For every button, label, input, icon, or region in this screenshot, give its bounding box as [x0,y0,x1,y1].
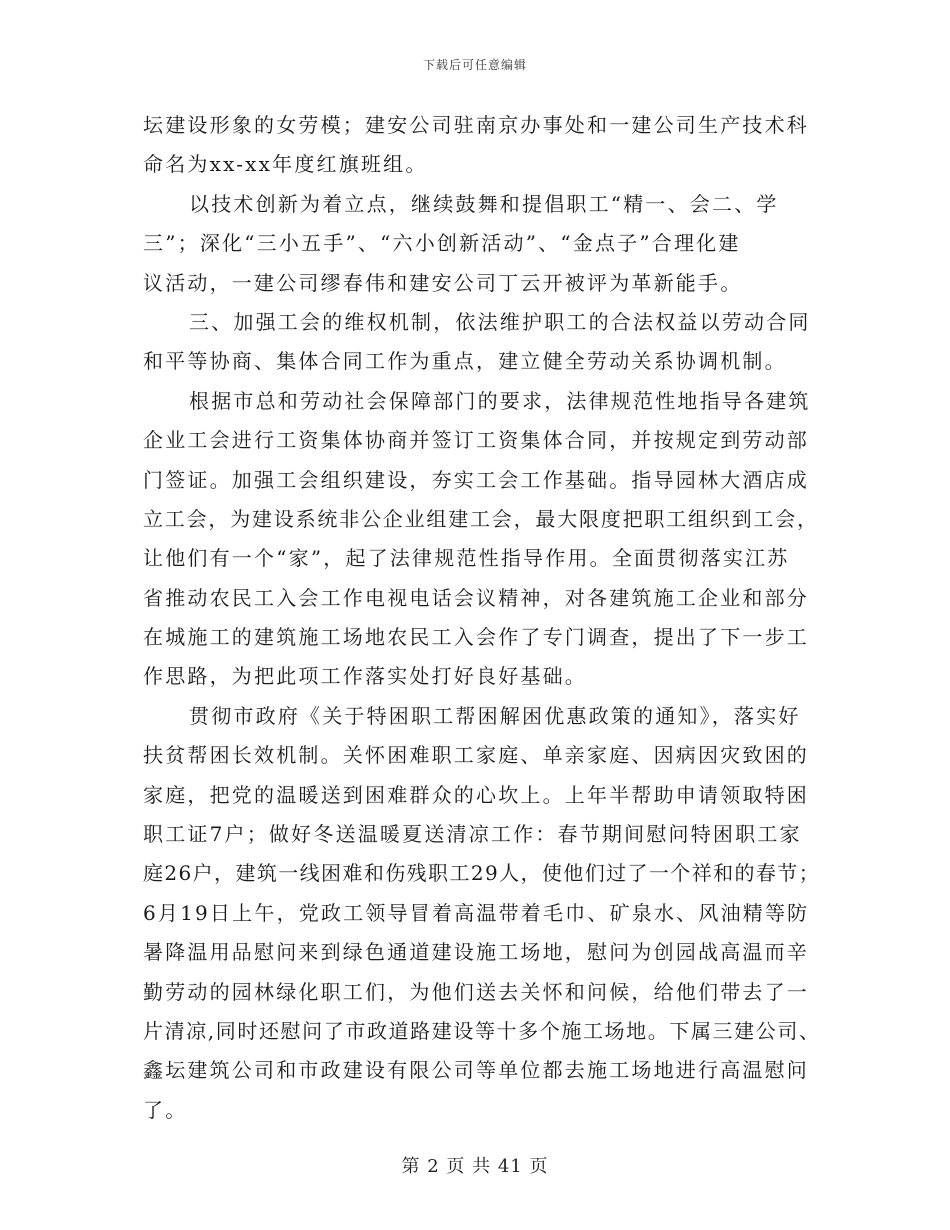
text-line: 职工证7户；做好冬送温暖夏送清凉工作：春节期间慰问特困职工家 [143,822,802,847]
text-line: 门签证。加强工会组织建设，夯实工会工作基础。指导园林大酒店成 [143,467,809,492]
page-footer: 第 2 页 共 41 页 [401,1156,549,1177]
text-line: 命名为xx-xx年度红旗班组。 [143,152,428,177]
text-line: 庭26户，建筑一线困难和伤残职工29人，使他们过了一个祥和的春节； [143,861,821,886]
text-line: 议活动，一建公司缪春伟和建安公司丁云开被评为革新能手。 [143,270,743,295]
paragraph-start-line: 三、加强工会的维权机制，依法维护职工的合法权益以劳动合同 [189,309,811,334]
text-line: 坛建设形象的女劳模；建安公司驻南京办事处和一建公司生产技术科 [143,113,809,137]
paragraph-start-line: 根据市总和劳动社会保障部门的要求，法律规范性地指导各建筑 [189,388,811,413]
text-line: 三”；深化“三小五手”、“六小创新活动”、“金点子”合理化建 [143,231,741,256]
text-line: 勤劳动的园林绿化职工们，为他们送去关怀和问候，给他们带去了一 [143,979,809,1004]
text-line: 立工会，为建设系统非公企业组建工会，最大限度把职工组织到工会， [143,506,819,531]
text-line: 鑫坛建筑公司和市政建设有限公司等单位都去施工场地进行高温慰问 [143,1058,809,1083]
text-line: 在城施工的建筑施工场地农民工入会作了专门调查，提出了下一步工 [143,625,809,650]
text-line: 作思路，为把此项工作落实处打好良好基础。 [143,664,587,689]
text-line: 企业工会进行工资集体协商并签订工资集体合同，并按规定到劳动部 [143,428,809,453]
text-line: 片清凉,同时还慰问了市政道路建设等十多个施工场地。下属三建公司、 [143,1018,821,1043]
page-header: 下载后可任意编辑 [422,58,527,72]
text-line: 暑降温用品慰问来到绿色通道建设施工场地，慰问为创园战高温而辛 [143,940,809,965]
document-body [143,106,823,1130]
text-line: 6月19日上午，党政工领导冒着高温带着毛巾、矿泉水、风油精等防 [143,900,810,925]
text-line: 和平等协商、集体合同工作为重点，建立健全劳动关系协调机制。 [143,349,787,374]
paragraph-start-line: 贯彻市政府《关于特困职工帮困解困优惠政策的通知》，落实好 [189,703,801,728]
text-line: 让他们有一个“家”，起了法律规范性指导作用。全面贯彻落实江苏 [143,546,790,571]
text-line: 省推动农民工入会工作电视电话会议精神，对各建筑施工企业和部分 [143,585,809,610]
text-line: 家庭，把党的温暖送到困难群众的心坎上。上年半帮助申请领取特困 [143,782,809,807]
text-line: 了。 [143,1097,188,1122]
paragraph-start-line: 以技术创新为着立点，继续鼓舞和提倡职工“精一、会二、学 [189,191,779,216]
text-line: 扶贫帮困长效机制。关怀困难职工家庭、单亲家庭、因病因灾致困的 [143,743,809,768]
